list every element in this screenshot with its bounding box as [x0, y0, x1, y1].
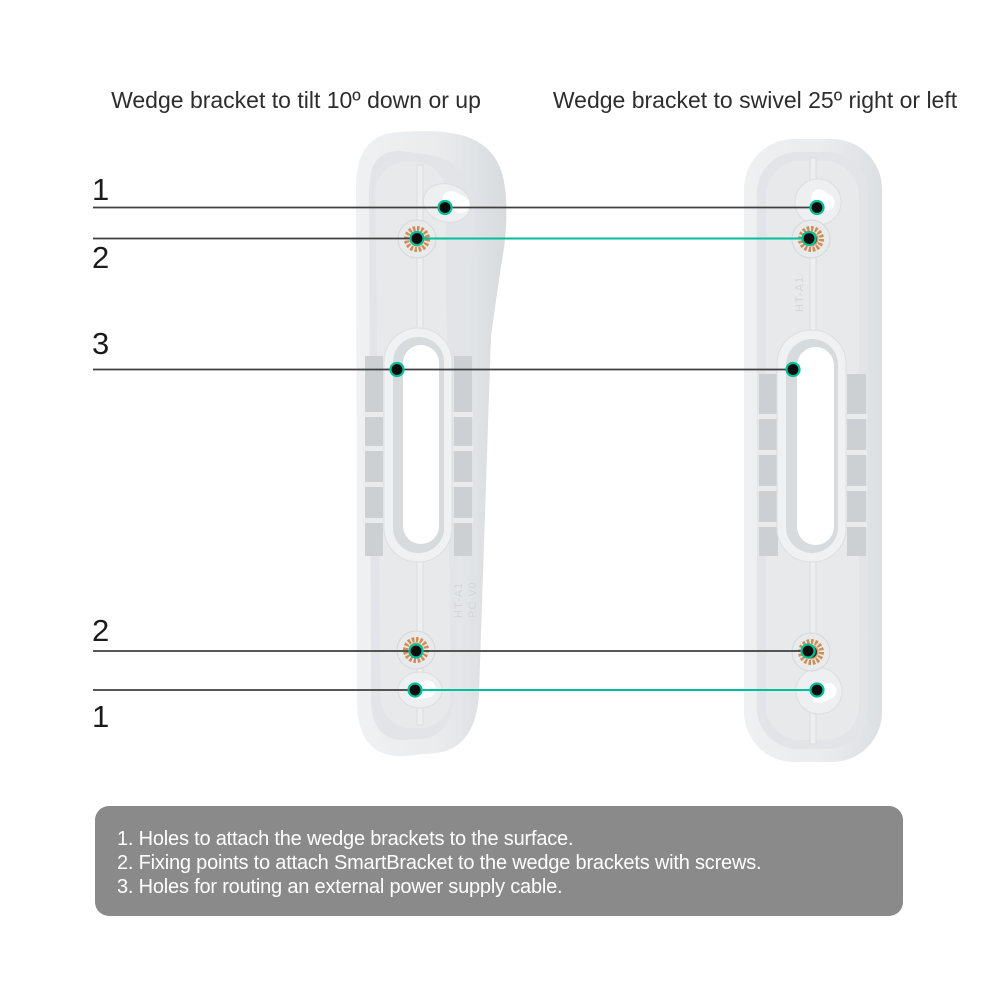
left-bracket-illustration: [356, 131, 506, 756]
callout-dot: [803, 232, 816, 245]
molded-part-number: HT-A1: [794, 275, 806, 312]
callout-dot: [391, 363, 404, 376]
legend-item-fixing-points: 2. Fixing points to attach SmartBracket to the wedge brackets with screws.: [117, 852, 762, 874]
callout-label-1-bottom: 1: [92, 699, 110, 734]
callout-dot: [787, 363, 800, 376]
callout-dot: [411, 232, 424, 245]
legend-item-holes-surface: 1. Holes to attach the wedge brackets to the surface.: [117, 828, 574, 850]
caption-swivel-bracket: Wedge bracket to swivel 25º right or left: [552, 87, 958, 113]
callout-label-2-top: 2: [92, 240, 110, 275]
callout-labels: [92, 172, 109, 734]
callout-dot: [811, 684, 824, 697]
legend-item-cable-hole: 3. Holes for routing an external power supply cable.: [117, 876, 563, 898]
callout-dot: [811, 201, 824, 214]
callout-dot: [410, 645, 423, 658]
callout-dot: [802, 645, 815, 658]
molded-part-number: PC V0: [467, 581, 479, 618]
callout-dot: [439, 201, 452, 214]
callout-label-1-top: 1: [92, 172, 110, 207]
caption-tilt-bracket: Wedge bracket to tilt 10º down or up: [111, 87, 481, 113]
legend-panel: [95, 806, 903, 916]
callout-label-3: 3: [92, 326, 110, 361]
callout-dot: [409, 684, 422, 697]
callout-label-2-bottom: 2: [92, 613, 110, 648]
molded-part-number: HT-A1: [453, 581, 465, 618]
